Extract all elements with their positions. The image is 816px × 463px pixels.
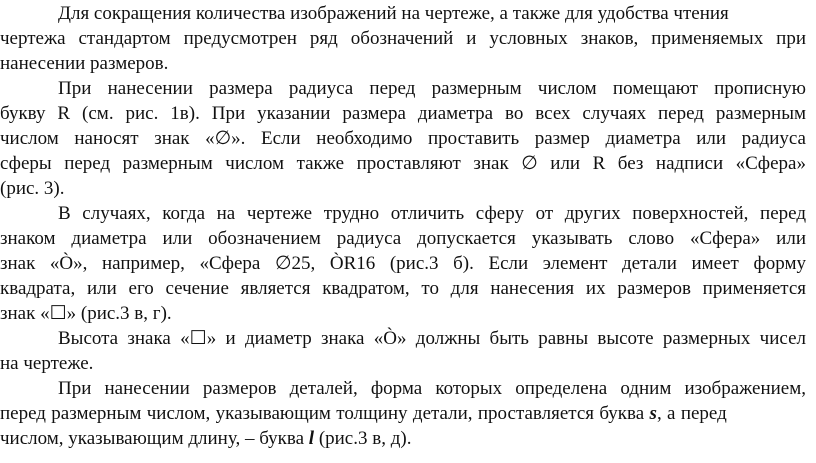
text-line bbox=[0, 402, 806, 425]
text-line: Высота знака «☐» и диаметр знака «Ò» должны быть равны высоте размерных чисел bbox=[58, 328, 806, 349]
text-line: В случаях, когда на чертеже трудно отличить сферу от других поверхностей, перед bbox=[58, 203, 806, 224]
text-line: знак «☐» (рис.3 в, г). bbox=[0, 303, 172, 324]
text-line: квадрата, или его сечение является квадратом, то для нанесения их размеров применяется bbox=[0, 278, 806, 299]
italic-letter-s: s bbox=[649, 403, 657, 424]
text-line: нанесении размеров. bbox=[0, 53, 169, 74]
text-line: на чертеже. bbox=[0, 353, 94, 374]
text-line: При нанесении размера радиуса перед размерным числом помещают прописную bbox=[58, 78, 806, 99]
text-line: Для сокращения количества изображений на чертеже, а также для удобства чтения bbox=[58, 3, 729, 24]
text-line: числом наносят знак «∅». Если необходимо проставить размер диаметра или радиуса bbox=[0, 128, 806, 149]
text-line: При нанесении размеров деталей, форма которых определена одним изображением, bbox=[58, 378, 806, 399]
text-line: знак «Ò», например, «Сфера ∅25, ÒR16 (рис.3 б). Если элемент детали имеет форму bbox=[0, 253, 806, 274]
text-line: знаком диаметра или обозначением радиуса допускается указывать слово «Сфера» или bbox=[0, 228, 806, 249]
text-line: (рис. 3). bbox=[0, 178, 65, 199]
text-run: (рис.3 в, д). bbox=[314, 428, 412, 449]
text-line: чертежа стандартом предусмотрен ряд обозначений и условных знаков, применяемых при bbox=[0, 28, 806, 49]
text-run: числом, указывающим длину, – буква bbox=[0, 428, 309, 449]
text-line: сферы перед размерным числом также проставляют знак ∅ или R без надписи «Сфера» bbox=[0, 153, 806, 174]
text-line: букву R (см. рис. 1в). При указании размера диаметра во всех случаях перед размерным bbox=[0, 103, 806, 124]
text-run: перед размерным числом, указывающим толщину детали, проставляется буква bbox=[0, 403, 650, 424]
text-line bbox=[0, 427, 411, 450]
italic-letter-l: l bbox=[308, 428, 315, 449]
text-run: , а перед bbox=[656, 403, 727, 424]
